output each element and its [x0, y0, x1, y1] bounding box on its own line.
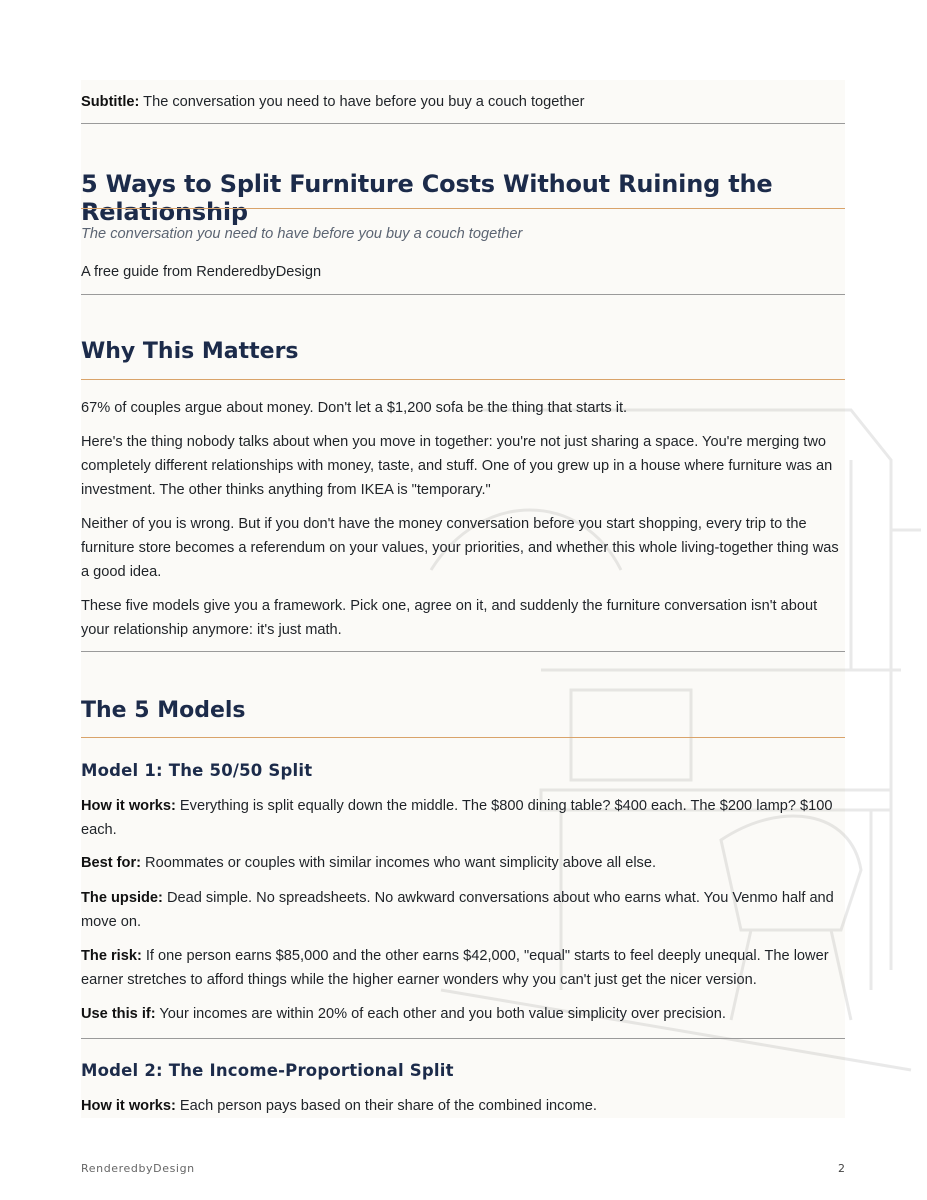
- page-number: 2: [838, 1162, 845, 1175]
- divider: [81, 1038, 845, 1039]
- model-2-how: [81, 1094, 845, 1118]
- best-text: Roommates or couples with similar incomes who want simplicity above all else.: [141, 855, 657, 871]
- tagline: The conversation you need to have before you buy a couch together: [81, 226, 523, 242]
- section-heading-why: Why This Matters: [81, 339, 299, 364]
- model-1-use: [81, 1002, 845, 1026]
- how-text: Everything is split equally down the middle. The $800 dining table? $400 each. The $200 lamp? $100 each.: [81, 798, 833, 838]
- upside-text: Dead simple. No spreadsheets. No awkward conversations about who earns what. You Venmo half and move on.: [81, 890, 834, 930]
- how-label: How it works:: [81, 798, 176, 814]
- upside-label: The upside:: [81, 890, 163, 906]
- divider: [81, 294, 845, 295]
- use-text: Your incomes are within 20% of each other and you both value simplicity over precision.: [155, 1006, 726, 1022]
- model-1-heading: Model 1: The 50/50 Split: [81, 761, 313, 780]
- title-underline: [81, 208, 845, 209]
- model-1-risk: [81, 944, 845, 992]
- model-1-upside: [81, 886, 845, 934]
- risk-text: If one person earns $85,000 and the other earns $42,000, "equal" starts to feel deeply unequal. The lower earner stretches to afford things while the higher earner wonders why you can't just get the nicer version.: [81, 948, 829, 988]
- best-label: Best for:: [81, 855, 141, 871]
- why-paragraph-3: Neither of you is wrong. But if you don't have the money conversation before you start shopping, every trip to the furniture store becomes a referendum on your values, your priorities, and whether this whole living-together thing was a good idea.: [81, 516, 839, 580]
- section-heading-models: The 5 Models: [81, 698, 246, 723]
- subtitle-text: The conversation you need to have before you buy a couch together: [139, 94, 585, 110]
- page-title: 5 Ways to Split Furniture Costs Without Ruining the Relationship: [81, 170, 773, 226]
- why-paragraph-2: Here's the thing nobody talks about when you move in together: you're not just sharing a space. You're merging two completely different relationships with money, taste, and stuff. One of you grew up in a house where furniture was an investment. The other thinks anything from IKEA is "temporary.": [81, 434, 833, 498]
- footer-brand: RenderedbyDesign: [81, 1162, 195, 1175]
- why-paragraph-1: 67% of couples argue about money. Don't let a $1,200 sofa be the thing that starts it.: [81, 400, 628, 416]
- use-label: Use this if:: [81, 1006, 156, 1022]
- why-paragraph-4: These five models give you a framework. Pick one, agree on it, and suddenly the furniture conversation isn't about your relationship anymore: it's just math.: [81, 598, 818, 638]
- subtitle-label: Subtitle:: [81, 94, 140, 110]
- section-underline: [81, 737, 845, 738]
- subtitle-line: [81, 90, 845, 114]
- risk-label: The risk:: [81, 948, 142, 964]
- model-1-best: [81, 851, 845, 875]
- model-2-heading: Model 2: The Income-Proportional Split: [81, 1061, 454, 1080]
- how-label: How it works:: [81, 1098, 176, 1114]
- divider: [81, 123, 845, 124]
- how-text: Each person pays based on their share of the combined income.: [175, 1098, 597, 1114]
- divider: [81, 651, 845, 652]
- section-underline: [81, 379, 845, 380]
- byline: A free guide from RenderedbyDesign: [81, 264, 322, 280]
- model-1-how: [81, 794, 845, 842]
- page-content: [81, 80, 845, 1118]
